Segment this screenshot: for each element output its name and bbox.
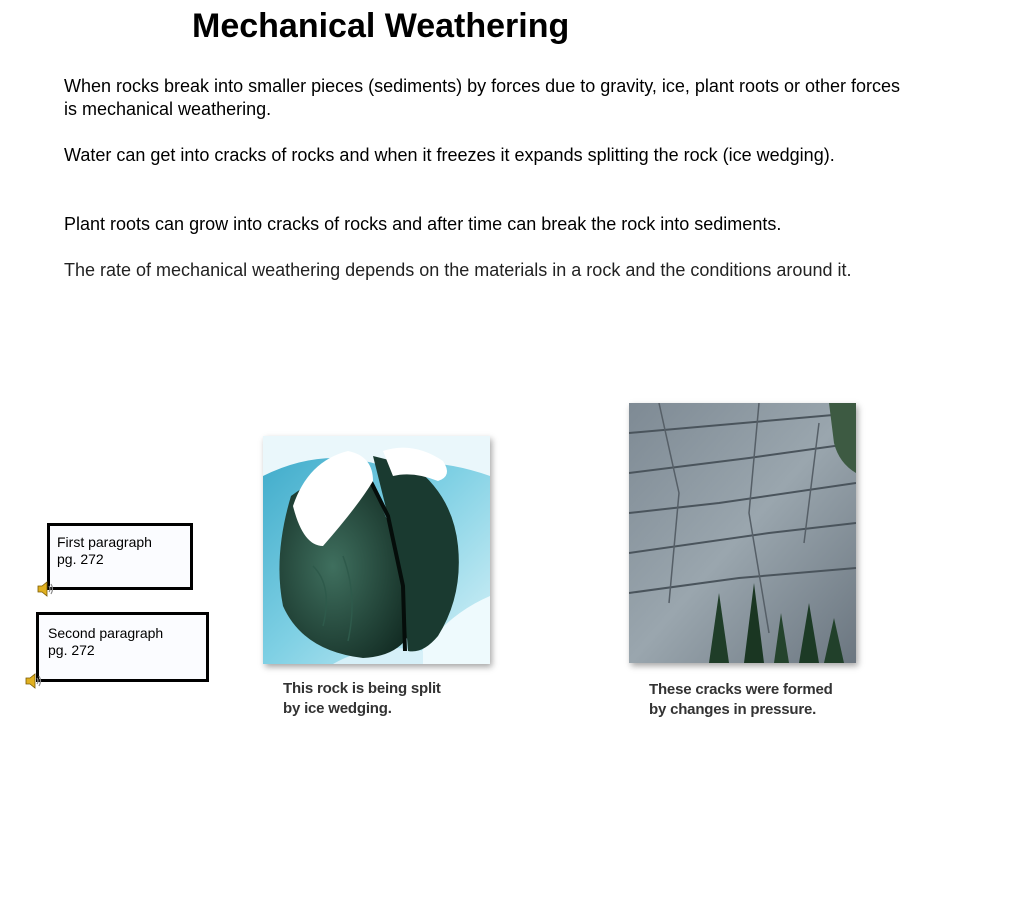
- note-label: Second paragraph: [48, 625, 164, 641]
- caption-line: These cracks were formed: [649, 681, 833, 698]
- pressure-cracks-cliff-photo: [629, 403, 856, 663]
- ice-wedging-caption: [283, 679, 473, 719]
- note-second-paragraph: [36, 612, 209, 682]
- ice-wedging-rock-photo: [263, 436, 490, 664]
- note-page: pg. 272: [48, 642, 95, 658]
- page-title: Mechanical Weathering: [192, 7, 570, 45]
- note-first-paragraph: [47, 523, 193, 590]
- paragraph-1: When rocks break into smaller pieces (sediments) by forces due to gravity, ice, plant roots or other forces is mechanical weathering.: [64, 76, 901, 119]
- pressure-cracks-caption: [649, 680, 869, 720]
- caption-line: This rock is being split: [283, 680, 441, 697]
- note-page: pg. 272: [57, 551, 104, 567]
- paragraph-4: The rate of mechanical weathering depends on the materials in a rock and the conditions around it.: [64, 260, 852, 280]
- paragraph-3: Plant roots can grow into cracks of rocks and after time can break the rock into sediments.: [64, 214, 782, 234]
- speaker-icon[interactable]: [25, 673, 43, 689]
- caption-line: by changes in pressure.: [649, 701, 817, 718]
- note-label: First paragraph: [57, 534, 152, 550]
- speaker-icon[interactable]: [37, 581, 55, 597]
- caption-line: by ice wedging.: [283, 700, 392, 717]
- paragraph-2: Water can get into cracks of rocks and when it freezes it expands splitting the rock (ice wedging).: [64, 145, 835, 165]
